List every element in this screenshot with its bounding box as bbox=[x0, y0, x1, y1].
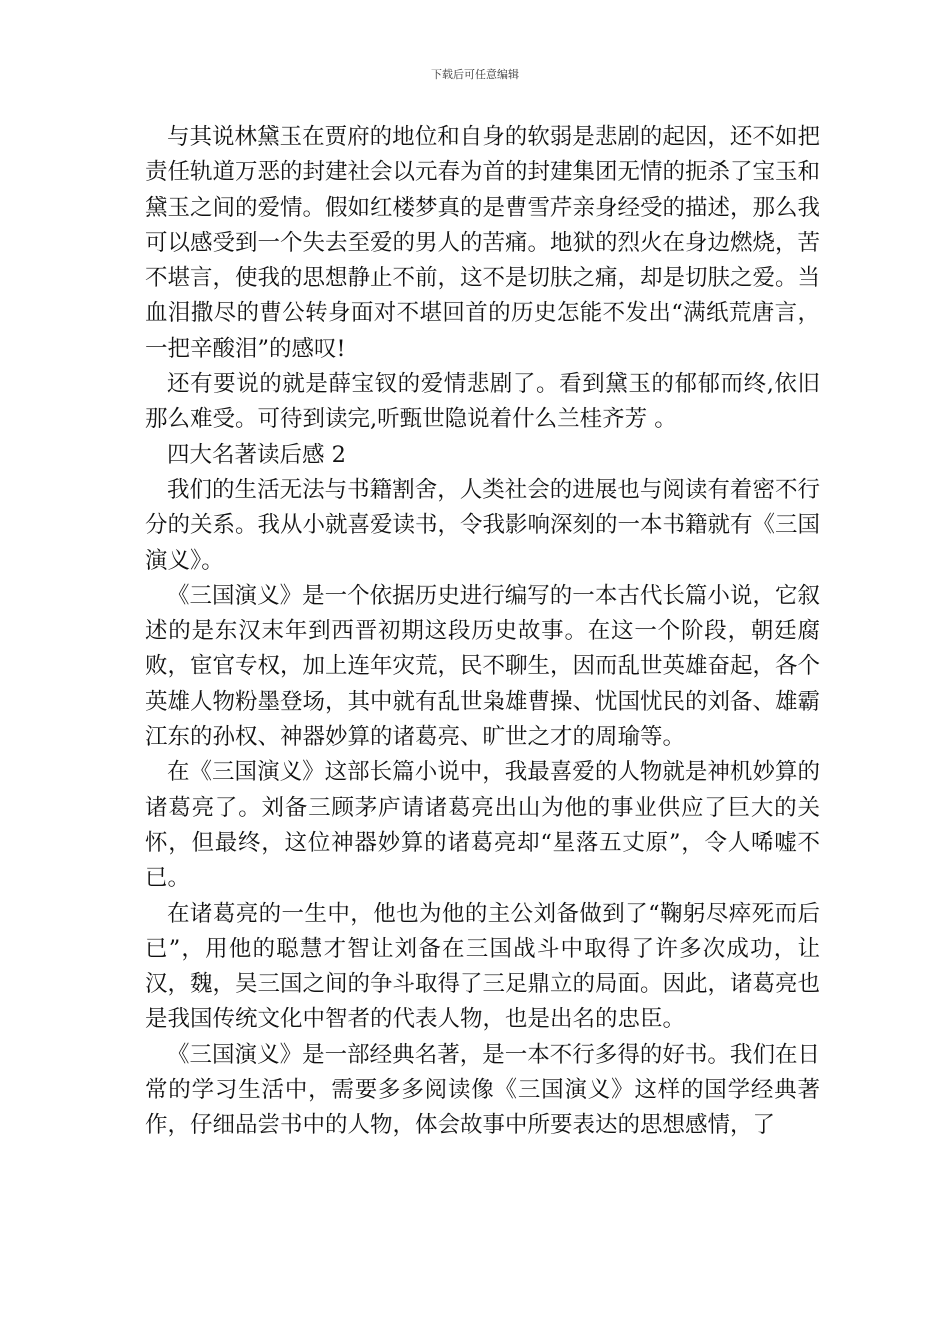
section-heading: 四大名著读后感 2 bbox=[167, 441, 346, 468]
paragraph-7: 《三国演义》是一部经典名著，是一本不行多得的好书。我们在日常的学习生活中，需要多多阅读像《三国演义》这样的国学经典著作，仔细品尝书中的人物，体会故事中所要表达的思想感情，了 bbox=[145, 1041, 820, 1139]
paragraph-3: 我们的生活无法与书籍割舍，人类社会的进展也与阅读有着密不行分的关系。我从小就喜爱读书，令我影响深刻的一本书籍就有《三国演义》。 bbox=[145, 476, 821, 574]
page-header: 下载后可任意编辑 bbox=[431, 68, 519, 81]
document-body bbox=[145, 120, 820, 1144]
paragraph-2: 还有要说的就是薛宝钗的爱情悲剧了。看到黛玉的郁郁而终,依旧那么难受。可待到读完,听甄世隐说着什么兰桂齐芳 。 bbox=[145, 371, 820, 433]
paragraph-6: 在诸葛亮的一生中，他也为他的主公刘备做到了“鞠躬尽瘁死而后已”，用他的聪慧才智让刘备在三国战斗中取得了许多次成功，让汉，魏，吴三国之间的争斗取得了三足鼎立的局面。因此，诸葛亮也是我国传统文化中智者的代表人物，也是出名的忠臣。 bbox=[145, 900, 821, 1033]
paragraph-4: 《三国演义》是一个依据历史进行编写的一本古代长篇小说，它叙述的是东汉末年到西晋初期这段历史故事。在这一个阶段，朝廷腐败，宦官专权，加上连年灾荒，民不聊生，因而乱世英雄奋起，各个英雄人物粉墨登场，其中就有乱世枭雄曹操、忧国忧民的刘备、雄霸江东的孙权、神器妙算的诸葛亮、旷世之才的周瑜等。 bbox=[145, 582, 821, 751]
paragraph-5: 在《三国演义》这部长篇小说中，我最喜爱的人物就是神机妙算的诸葛亮了。刘备三顾茅庐请诸葛亮出山为他的事业供应了巨大的关怀，但最终，这位神器妙算的诸葛亮却“星落五丈原”，令人唏嘘不已。 bbox=[145, 759, 820, 892]
paragraph-1: 与其说林黛玉在贾府的地位和自身的软弱是悲剧的起因，还不如把责任轨道万恶的封建社会以元春为首的封建集团无情的扼杀了宝玉和黛玉之间的爱情。假如红楼梦真的是曹雪芹亲身经受的描述，那么我可以感受到一个失去至爱的男人的苦痛。地狱的烈火在身边燃烧，苦不堪言，使我的思想静止不前，这不是切肤之痛，却是切肤之爱。当血泪撒尽的曹公转身面对不堪回首的历史怎能不发出“满纸荒唐言，一把辛酸泪”的感叹! bbox=[145, 124, 821, 362]
